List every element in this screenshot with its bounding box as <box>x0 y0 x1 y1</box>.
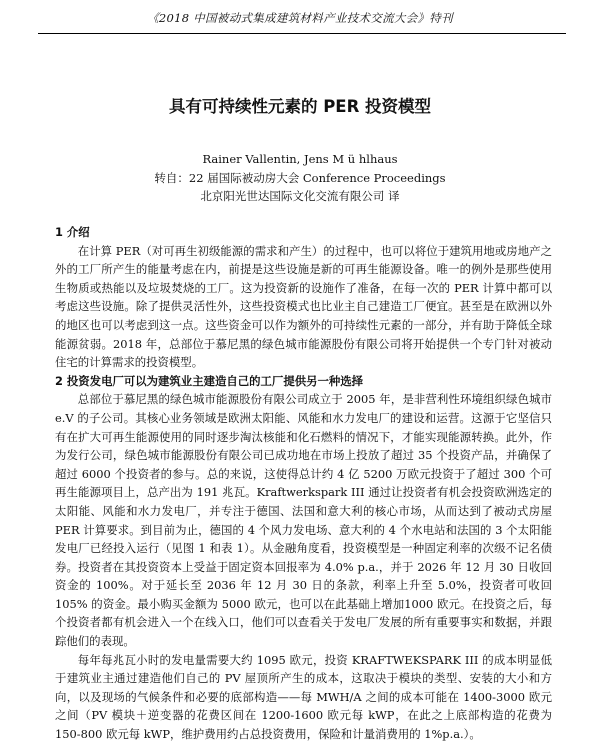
section-heading-introduction: 1 介绍 <box>55 225 90 239</box>
paragraph-investment-cost: 每年每兆瓦小时的发电量需要大约 1095 欧元，投资 KRAFTWEKSPARK III 的成本明显低于建筑业主通过建造他们自己的 PV 屋顶所产生的成本，这取决于模块的类型、安装的大小和方向，以及现场的气候条件和必要的底部构造——每 MWH/A 之间的成本可能在 1400-3000 欧元之间（PV 模块＋逆变器的花费区间在 1200-1600 欧元每 kWP，在此之上底部构造的花费为 150-800 欧元每 kWP，维护费用约占总投资费用，保险和计量消费用的 1%p.a.）。 <box>55 652 552 742</box>
paragraph-introduction: 在计算 PER（对可再生初级能源的需求和产生）的过程中，也可以将位于建筑用地或房地产之外的工厂所产生的能量考虑在内，前提是这些设施是新的可再生能源设备。唯一的例外是那些使用生物质或热能以及垃圾焚烧的工厂。这为投资新的设施作了准备，在每一次的 PER 计算中都可以考虑这些设施。除了提供灵活性外，这些投资模式也比业主自己建造工厂便宜。甚至是在欧洲以外的地区也可以考虑到这一点。这些资金可以作为额外的可持续性元素的一部分，并有助于降低全球能源贫弱。2018 年，总部位于慕尼黑的绿色城市能源股份有限公司将开始提供一个专门针对被动住宅的计算需求的投资模型。 <box>55 243 552 370</box>
section-heading-investment: 2 投资发电厂可以为建筑业主建造自己的工厂提供另一种选择 <box>55 373 364 388</box>
running-header: 《2018 中国被动式集成建筑材料产业技术交流大会》特刊 <box>147 11 453 25</box>
paper-title: 具有可持续性元素的 PER 投资模型 <box>168 97 432 116</box>
paragraph-investment-company: 总部位于慕尼黑的绿色城市能源股份有限公司成立于 2005 年，是非营利性环境组织绿色城市 e.V 的子公司。其核心业务领域是欧洲太阳能、风能和水力发电厂的建设和运营。这源于它坚信只有在扩大可再生能源使用的同时逐步淘汰核能和化石燃料的情况下，才能实现能源转换。此外，作为发行公司，绿色城市能源股份有限公司已成功地在市场上投放了超过 35 个投资产品，并确保了超过 6000 个投资者的参与。总的来说，这使得总计约 4 亿 5200 万欧元投资于了超过 300 个可再生能源项目上，总产出为 191 兆瓦。Kraftwerkspark III 通过让投资者有机会投资欧洲选定的太阳能、风能和水力发电厂，并专注于德国、法国和意大利的核心市场，从而达到了被动式房屋 PER 计算要求。到目前为止，德国的 4 个风力发电场、意大利的 4 个水电站和法国的 3 个太阳能发电厂已经投入运行（见图 1 和表 1）。从金融角度看，投资模型是一种固定利率的次级不记名债券。投资者在其投资资本上受益于固定资本回报率为 4.0% p.a.，并于 2026 年 12 月 30 日收回资金的 100%。对于延长至 2036 年 12 月 30 日的条款，利率上升至 5.0%，投资者可收回 105% 的资金。最小购买金额为 5000 欧元，也可以在此基础上增加1000 欧元。在投资之后，每个投资者都有机会进入一个在线入口，他们可以查看关于发电厂发展的所有重要事实和数据，并跟踪他们的表现。 <box>55 392 552 649</box>
source-line: 转自：22 届国际被动房大会 Conference Proceedings <box>154 171 446 185</box>
authors-line: Rainer Vallentin, Jens M ü hlhaus <box>202 152 398 166</box>
translator-organization: 北京阳光世达国际文化交流有限公司 译 <box>200 189 400 203</box>
body-text <box>55 223 552 744</box>
header-rule <box>38 33 566 34</box>
